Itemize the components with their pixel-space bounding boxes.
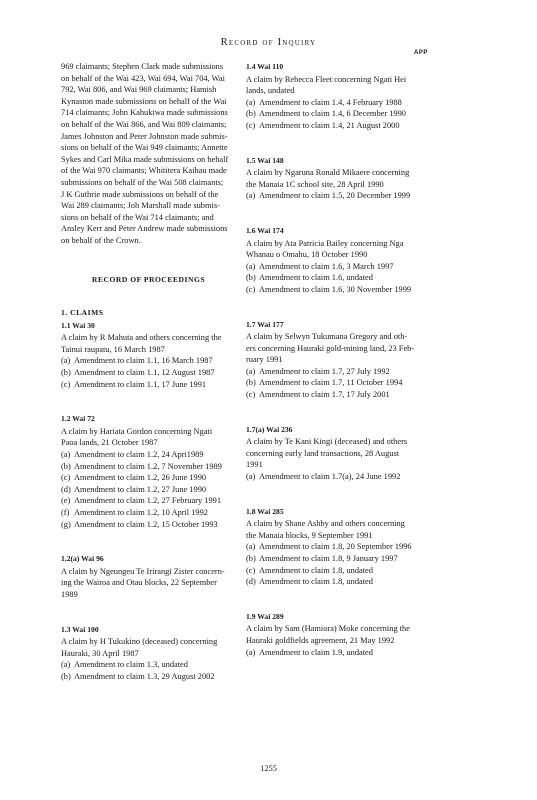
amendment-text: Amendment to claim 1.2, 7 November 1989: [74, 461, 222, 471]
amendment-text: Amendment to claim 1.3, 29 August 2002: [74, 671, 215, 681]
amendment-label: (b): [61, 671, 71, 681]
amendment-label: (c): [61, 473, 71, 483]
claim-description: ers concerning Hauraki gold-mining land, 23 Feb-: [246, 343, 415, 353]
amendment-text: Amendment to claim 1.4, 6 December 1990: [259, 109, 406, 119]
amendment-label: (b): [246, 378, 256, 388]
amendment-label: (b): [61, 368, 71, 378]
amendment-text: Amendment to claim 1.8, 9 January 1997: [259, 554, 398, 563]
intro-line: Sykes and Carl Mika made submissions on behalf: [61, 154, 229, 164]
intro-line: Ansley Kerr and Peter Andrew made submissions: [61, 224, 228, 234]
claim-description: A claim by Hariata Gordon concerning Ngati: [61, 426, 213, 436]
amendment-text: Amendment to claim 1.7, 17 July 2001: [259, 390, 390, 400]
claim-description: A claim by Rebecca Fleet concerning Ngati Hei: [246, 74, 407, 84]
claim-entry: [61, 413, 236, 530]
claim-heading: 1.5 Wai 148: [246, 155, 284, 165]
amendment-text: Amendment to claim 1.7, 11 October 1994: [259, 378, 403, 388]
amendment-label: (d): [61, 484, 71, 494]
amendment-text: Amendment to claim 1.8, 20 September 1996: [259, 542, 412, 552]
intro-line: J K Guthrie made submissions on behalf of the: [61, 189, 219, 199]
amendment-item: [246, 565, 422, 577]
left-claim-list: [61, 320, 236, 683]
claim-heading: 1.6 Wai 174: [246, 225, 284, 235]
amendment-item: [246, 366, 422, 378]
amendment-label: (b): [246, 273, 256, 283]
amendment-label: (a): [61, 356, 71, 366]
amendment-text: Amendment to claim 1.2, 15 October 1993: [74, 519, 218, 529]
claim-description: ing the Wairoa and Otau blocks, 22 September: [61, 578, 217, 588]
claim-description: Whanau o Omahu, 18 October 1990: [246, 250, 368, 260]
amendment-text: Amendment to claim 1.2, 10 April 1992: [74, 508, 208, 517]
amendment-text: Amendment to claim 1.2, 26 June 1990: [74, 473, 207, 483]
amendment-text: Amendment to claim 1.5, 20 December 1999: [259, 191, 411, 201]
claim-description: A claim by H Tukukino (deceased) concerning: [61, 637, 218, 647]
claim-description: A claim by Ngeungeu Te Irirangi Zister concern-: [61, 566, 225, 576]
record-of-proceedings-heading: RECORD OF PROCEEDINGS: [91, 274, 206, 284]
amendment-text: Amendment to claim 1.6, 3 March 1997: [259, 261, 394, 271]
amendment-label: (c): [246, 565, 256, 575]
amendment-text: Amendment to claim 1.1, 17 June 1991: [74, 379, 207, 389]
claim-description: A claim by Sam (Hamiora) Moke concerning the: [246, 624, 410, 634]
amendment-label: (a): [246, 366, 256, 376]
intro-line: on behalf of the Wai 866, and Wai 809 claimants;: [61, 119, 227, 129]
amendment-item: [61, 355, 236, 367]
amendment-label: (b): [246, 554, 256, 563]
claim-heading: 1.7 Wai 177: [246, 319, 284, 329]
amendment-text: Amendment to claim 1.7(a), 24 June 1992: [259, 472, 401, 482]
amendment-item: [61, 379, 236, 391]
amendment-item: [246, 553, 422, 565]
amendment-text: Amendment to claim 1.8, undated: [259, 577, 373, 587]
claim-entry: [246, 506, 422, 588]
claim-description: Paoa lands, 21 October 1987: [61, 438, 158, 448]
appendix-tag: APP: [414, 50, 428, 56]
claim-description: A claim by R Mahuta and others concerning the: [61, 333, 222, 343]
left-column: [61, 61, 236, 706]
amendment-text: Amendment to claim 1.8, undated: [259, 565, 373, 575]
amendment-label: (a): [246, 97, 256, 107]
amendment-label: (b): [61, 461, 71, 471]
amendment-item: [61, 519, 236, 531]
running-head: Record of Inquiry: [220, 37, 317, 48]
amendment-item: [61, 659, 236, 671]
claim-description: the Manaia 1C school site, 28 April 1990: [246, 179, 384, 189]
claim-description: 1989: [61, 589, 78, 599]
claim-heading: 1.3 Wai 100: [61, 624, 99, 634]
amendment-item: [246, 377, 422, 389]
intro-line: on behalf of the Wai 423, Wai 694, Wai 704, Wai: [61, 73, 225, 83]
intro-line: 792, Wai 806, and Wai 969 claimants; Hamish: [61, 85, 217, 95]
intro-paragraph: [61, 61, 236, 247]
claim-description: Hauraki goldfields agreement, 21 May 1992: [246, 635, 395, 645]
amendment-item: [246, 576, 422, 588]
amendment-label: (a): [246, 472, 256, 482]
claim-description: concerning early land transactions, 28 August: [246, 448, 400, 458]
amendment-item: [246, 108, 422, 120]
amendment-text: Amendment to claim 1.3, undated: [74, 660, 188, 670]
claim-entry: [61, 553, 236, 600]
amendment-text: Amendment to claim 1.7, 27 July 1992: [259, 366, 390, 376]
amendment-item: [61, 472, 236, 484]
amendment-label: (b): [246, 109, 256, 119]
amendment-label: (f): [61, 508, 70, 517]
claim-description: A claim by Ngaruna Ronald Mikaere concerning: [246, 168, 410, 178]
claim-heading: 1.7(a) Wai 236: [246, 424, 293, 434]
amendment-text: Amendment to claim 1.2, 27 June 1990: [74, 484, 207, 494]
amendment-text: Amendment to claim 1.6, undated: [259, 273, 373, 283]
intro-line: Kynaston made submissions on behalf of the Wai: [61, 96, 227, 106]
amendment-item: [246, 120, 422, 132]
amendment-item: [246, 97, 422, 109]
amendment-item: [246, 471, 422, 483]
intro-line: on behalf of the Crown.: [61, 235, 141, 245]
amendment-label: (a): [246, 542, 256, 552]
claim-entry: [246, 424, 422, 483]
intro-line: submissions on behalf of the Wai 508 claimants;: [61, 177, 224, 187]
claim-entry: [246, 611, 422, 658]
amendment-item: [246, 261, 422, 273]
claim-heading: 1.1 Wai 30: [61, 320, 95, 330]
intro-line: sions on behalf of the Wai 714 claimants; and: [61, 212, 214, 222]
amendment-label: (c): [61, 379, 71, 389]
intro-line: sions on behalf of the Wai 949 claimants; Annette: [61, 143, 228, 153]
claim-description: Tainui raupatu, 16 March 1987: [61, 344, 165, 354]
claim-heading: 1.2 Wai 72: [61, 414, 95, 424]
amendment-label: (c): [246, 120, 256, 130]
claim-description: A claim by Shane Ashby and others concerning: [246, 519, 405, 529]
amendment-text: Amendment to claim 1.4, 4 February 1988: [259, 97, 402, 107]
amendment-label: (c): [246, 390, 256, 400]
amendment-item: [61, 507, 236, 519]
amendment-label: (a): [61, 450, 71, 460]
amendment-text: Amendment to claim 1.9, undated: [259, 647, 373, 657]
amendment-label: (e): [61, 496, 71, 506]
amendment-text: Amendment to claim 1.2, 27 February 1991: [74, 496, 222, 506]
claim-description: lands, undated: [246, 86, 295, 96]
amendment-label: (c): [246, 284, 256, 294]
intro-line: 714 claimants; John Kahukiwa made submissions: [61, 108, 228, 118]
amendment-item: [246, 284, 422, 296]
right-claim-list: [246, 61, 422, 658]
amendment-label: (a): [246, 647, 256, 657]
claim-description: A claim by Ata Patricia Bailey concerning Nga: [246, 238, 404, 248]
claims-heading: 1. CLAIMS: [61, 308, 104, 318]
amendment-item: [61, 495, 236, 507]
claim-entry: [246, 319, 422, 401]
claim-entry: [246, 155, 422, 202]
intro-line: Wai 289 claimants; Joh Marshall made submis-: [61, 201, 220, 211]
claim-description: A claim by Selwyn Tukumana Gregory and oth-: [246, 332, 408, 342]
amendment-item: [61, 671, 236, 683]
claim-heading: 1.9 Wai 289: [246, 611, 284, 621]
claim-description: A claim by Te Kani Kingi (deceased) and others: [246, 437, 408, 447]
amendment-item: [246, 190, 422, 202]
amendment-item: [61, 484, 236, 496]
claim-entry: [61, 624, 236, 683]
amendment-item: [61, 461, 236, 473]
claim-description: 1991: [246, 460, 263, 470]
amendment-item: [246, 389, 422, 401]
amendment-item: [246, 272, 422, 284]
amendment-item: [246, 541, 422, 553]
amendment-item: [61, 449, 236, 461]
claim-heading: 1.2(a) Wai 96: [61, 554, 104, 564]
amendment-text: Amendment to claim 1.1, 16 March 1987: [74, 356, 213, 366]
page-number: 1255: [260, 764, 277, 773]
amendment-label: (g): [61, 519, 71, 529]
claim-entry: [246, 225, 422, 296]
amendment-text: Amendment to claim 1.2, 24 Apri1989: [74, 450, 204, 460]
claim-description: Hauraki, 30 April 1987: [61, 648, 139, 658]
intro-line: 969 claimants; Stephen Clark made submissions: [61, 62, 224, 71]
claim-description: the Manaia blocks, 9 September 1991: [246, 530, 373, 540]
intro-line: of the Wai 970 claimants; Whititera Kaihau made: [61, 166, 227, 176]
amendment-item: [246, 647, 422, 659]
claim-heading: 1.8 Wai 285: [246, 506, 284, 516]
amendment-text: Amendment to claim 1.4, 21 August 2000: [259, 120, 400, 130]
intro-line: James Johnston and Peter Johnston made submis-: [61, 131, 228, 141]
amendment-label: (d): [246, 577, 256, 587]
amendment-label: (a): [246, 191, 256, 201]
amendment-item: [61, 367, 236, 379]
claim-heading: 1.4 Wai 110: [246, 62, 284, 71]
amendment-text: Amendment to claim 1.6, 30 November 1999: [259, 284, 412, 294]
claim-entry: [246, 61, 422, 132]
amendment-label: (a): [246, 261, 256, 271]
claim-entry: [61, 320, 236, 391]
claim-description: ruary 1991: [246, 355, 283, 365]
right-column: [246, 61, 422, 681]
amendment-label: (a): [61, 660, 71, 670]
amendment-text: Amendment to claim 1.1, 12 August 1987: [74, 368, 215, 378]
